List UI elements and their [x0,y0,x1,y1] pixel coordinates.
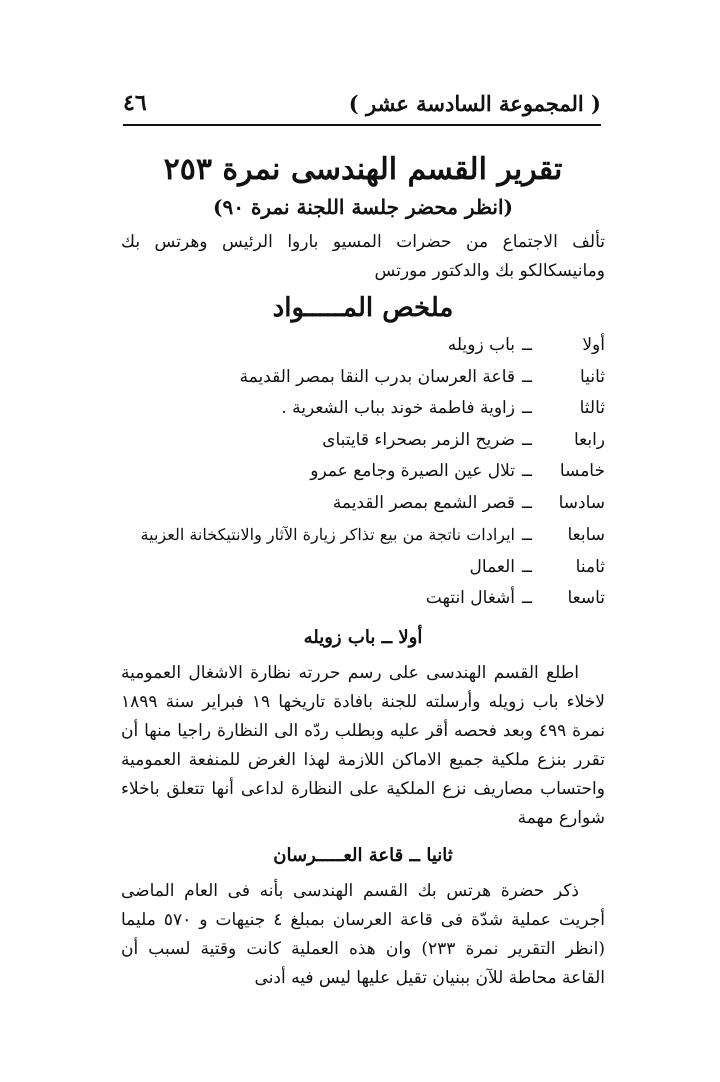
summary-item [121,362,605,394]
summary-item-text: باب زويله [447,335,515,355]
summary-item [121,425,605,457]
summary-item-text: قاعة العرسان بدرب النقا بمصر القديمة [239,366,515,387]
summary-item-ordinal: أولا [582,335,605,355]
section-paragraph: اطلع القسم الهندسى على رسم حررته نظارة الاشغال العمومية لاخلاء باب زويله وأرسلته للجنة بافادة تاريخها ١٩ فبراير سنة ١٨٩٩ نمرة ٤٩٩ وبعد فحصه أقر عليه وبطلب ردّه الى النظارة راجيا منها أن تقرر بنزع ملكية جميع الاماكن اللازمة لهذا الغرض للمنفعة العمومية واحتساب مصاريف نزع الملكية على النظارة لداعى أنها تتعلق باخلاء شوارع مهمة [121,662,605,828]
summary-item-dash: ــ [522,556,532,577]
summary-item [121,393,605,425]
summary-item-ordinal: تاسعا [567,588,605,608]
summary-item [121,552,605,584]
summary-item-text: قصر الشمع بمصر القديمة [332,492,515,513]
page-header [123,88,601,118]
summary-item [121,519,605,552]
summary-heading: ملخص المـــــواد [272,293,454,323]
summary-item-dash: ــ [522,335,532,355]
summary-item-ordinal: سادسا [558,492,605,513]
summary-item-text: ايرادات ناتجة من بيع تذاكر زيارة الآثار والانتيكخانة العزبية [140,525,515,544]
page-body [121,150,605,993]
summary-item-dash: ــ [522,492,532,513]
summary-item [121,456,605,488]
section-heading: ثانيا ــ قاعة العـــــرسان [273,844,453,866]
attendance-paragraph: تألف الاجتماع من حضرات المسيو باروا الرئيس وهرتس بك ومانيسكالكو بك والدكتور مورتس [121,232,605,281]
summary-item-ordinal: خامسا [559,461,605,481]
summary-item [121,330,605,362]
summary-item-ordinal: سابعا [567,525,605,545]
running-head: ( المجموعة السادسة عشر ) [348,90,601,116]
summary-item-dash: ــ [522,429,532,450]
summary-item-dash: ــ [522,366,532,387]
summary-item-ordinal: ثالثا [579,398,605,418]
summary-item-dash: ــ [522,398,532,418]
summary-item-ordinal: رابعا [573,429,605,450]
summary-item-dash: ــ [522,588,532,608]
summary-item [121,583,605,615]
header-rule [123,124,601,126]
report-title: تقرير القسم الهندسى نمرة ٢٥٣ [163,152,563,187]
summary-item-dash: ــ [522,525,532,545]
page-number: ٤٦ [123,90,147,116]
section-heading: أولا ــ باب زويله [303,626,423,648]
summary-item-ordinal: ثامنا [575,556,605,577]
summary-item-dash: ــ [522,461,532,481]
summary-list [121,330,605,615]
summary-item-text: ضريح الزمر بصحراء قايتباى [322,429,515,450]
summary-item-text: أشغال انتهت [425,588,515,608]
summary-item-text: العمال [469,556,515,577]
summary-item [121,488,605,520]
summary-item-text: تلال عين الصيرة وجامع عمرو [310,461,515,481]
report-subtitle: (انظر محضر جلسة اللجنة نمرة ٩٠) [213,195,513,219]
summary-item-ordinal: ثانيا [580,366,605,387]
section-paragraph: ذكر حضرة هرتس بك القسم الهندسى بأنه فى العام الماضى أجريت عملية شدّة فى قاعة العرسان بمبلغ ٤ جنيهات و ٥٧٠ مليما (انظر التقرير نمرة ٢٣٣) وان هذه العملية كانت وقتية لسبب أن القاعة محاطة للآن ببنيان تقيل عليها ليس فيه أدنى [121,880,606,988]
summary-item-text: زاوية فاطمة خوند بباب الشعرية . [281,398,515,418]
